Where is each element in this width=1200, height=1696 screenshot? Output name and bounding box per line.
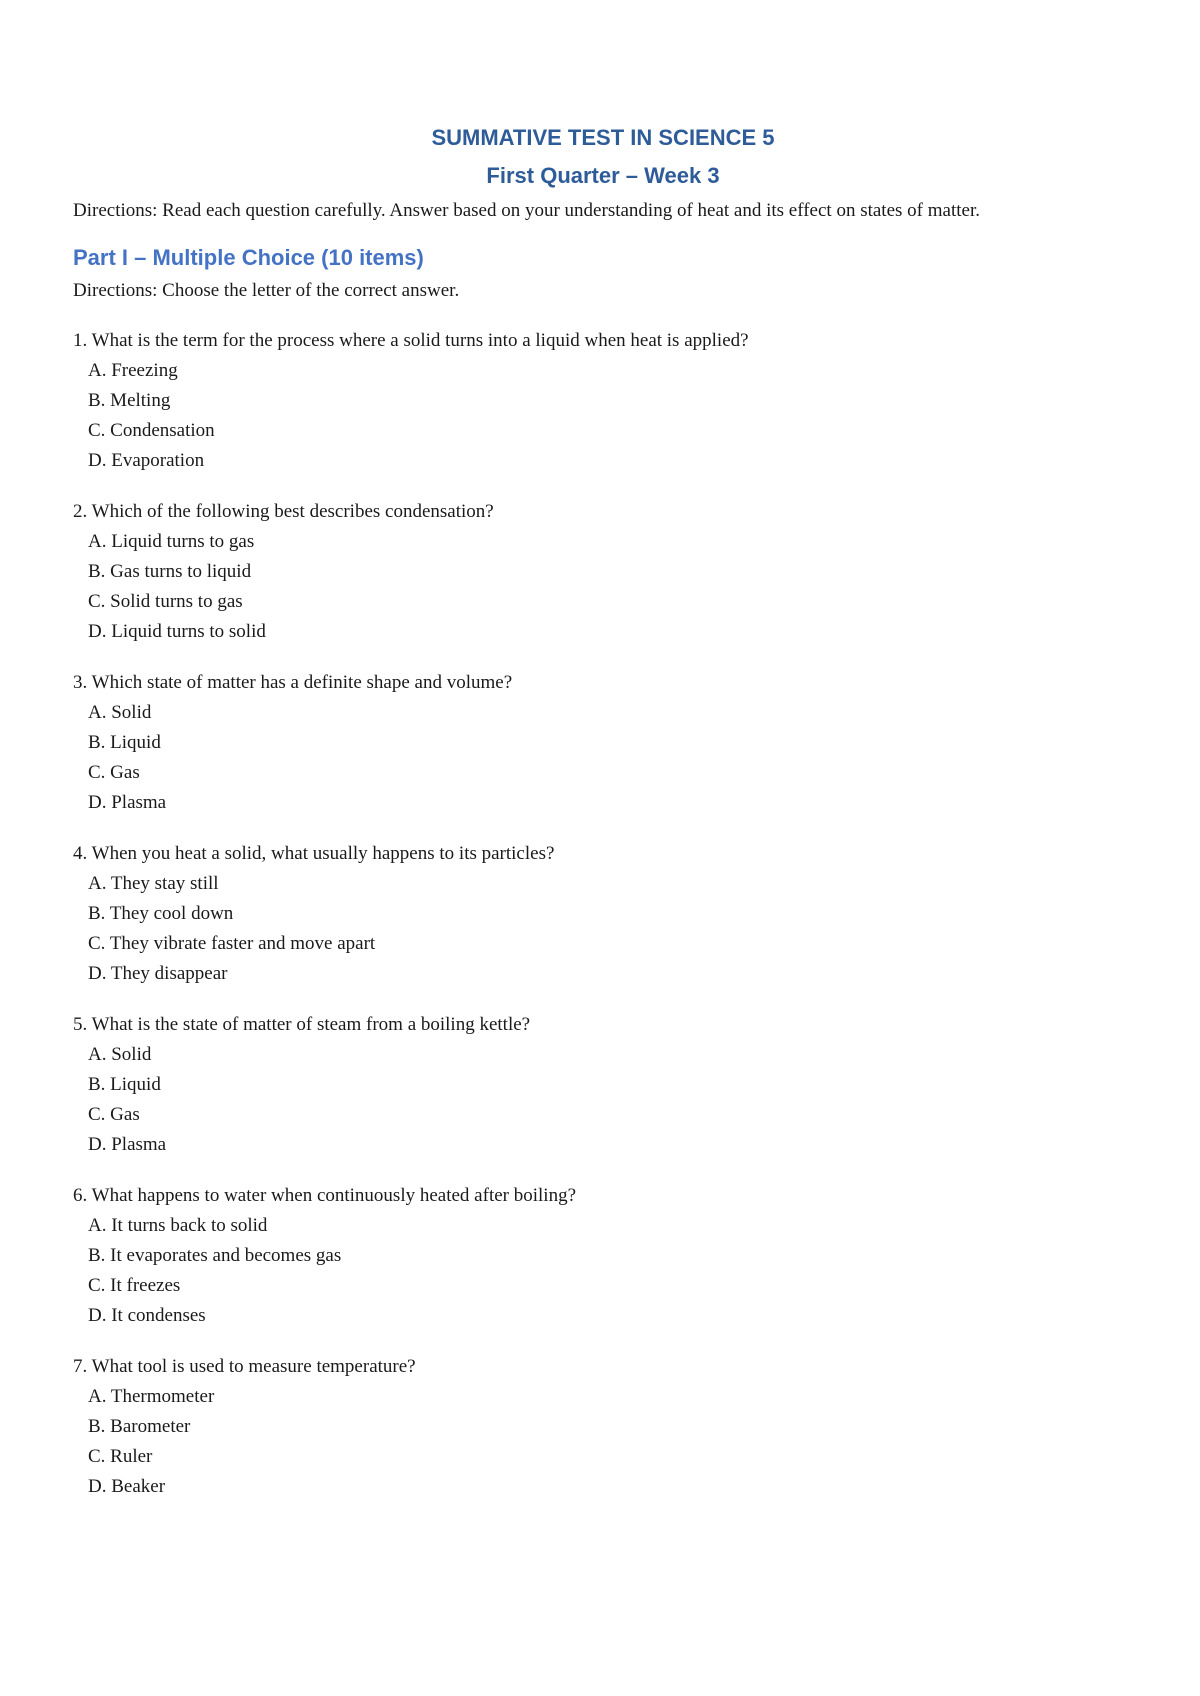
choice-list [73,1040,1133,1160]
choice-d: D. Plasma [88,792,167,813]
choice-list [73,1211,1133,1331]
choice-b: B. Liquid [88,732,161,753]
choice-d: D. They disappear [88,963,228,984]
question-4 [73,839,1133,989]
question-list [73,326,1133,1502]
choice-list [73,1382,1133,1502]
choice-a: A. They stay still [88,873,219,894]
question-3 [73,668,1133,818]
choice-b: B. Liquid [88,1074,161,1095]
choice-b: B. They cool down [88,903,234,924]
choice-b: B. It evaporates and becomes gas [88,1245,342,1266]
question-text: 6. What happens to water when continuously heated after boiling? [73,1185,576,1206]
choice-c: C. They vibrate faster and move apart [88,933,376,954]
choice-d: D. Evaporation [88,450,205,471]
question-7 [73,1352,1133,1502]
document-title: SUMMATIVE TEST IN SCIENCE 5 [431,125,775,150]
choice-a: A. Freezing [88,360,178,381]
document-subtitle: First Quarter – Week 3 [486,163,720,188]
choice-list [73,356,1133,476]
question-1 [73,326,1133,476]
question-text: 5. What is the state of matter of steam from a boiling kettle? [73,1014,531,1035]
choice-a: A. Liquid turns to gas [88,531,255,552]
choice-list [73,869,1133,989]
choice-a: A. Solid [88,1044,152,1065]
choice-list [73,527,1133,647]
choice-d: D. Beaker [88,1476,166,1497]
choice-d: D. Liquid turns to solid [88,621,266,642]
choice-c: C. Solid turns to gas [88,591,243,612]
document-page [73,122,1133,1523]
choice-a: A. Thermometer [88,1386,215,1407]
choice-b: B. Melting [88,390,171,411]
question-text: 1. What is the term for the process where a solid turns into a liquid when heat is applied? [73,330,749,351]
question-6 [73,1181,1133,1331]
part-1-directions: Directions: Choose the letter of the correct answer. [73,280,460,301]
choice-c: C. It freezes [88,1275,181,1296]
choice-a: A. Solid [88,702,152,723]
question-5 [73,1010,1133,1160]
question-text: 3. Which state of matter has a definite shape and volume? [73,672,513,693]
choice-b: B. Barometer [88,1416,191,1437]
choice-c: C. Condensation [88,420,215,441]
choice-d: D. Plasma [88,1134,167,1155]
choice-a: A. It turns back to solid [88,1215,268,1236]
choice-c: C. Ruler [88,1446,153,1467]
question-text: 2. Which of the following best describes condensation? [73,501,494,522]
choice-b: B. Gas turns to liquid [88,561,252,582]
question-text: 4. When you heat a solid, what usually happens to its particles? [73,843,555,864]
choice-c: C. Gas [88,1104,140,1125]
choice-list [73,698,1133,818]
choice-c: C. Gas [88,762,140,783]
part-1-heading: Part I – Multiple Choice (10 items) [73,245,424,270]
general-directions: Directions: Read each question carefully. Answer based on your understanding of heat and its effect on states of matter. [73,200,980,221]
question-2 [73,497,1133,647]
question-text: 7. What tool is used to measure temperature? [73,1356,416,1377]
choice-d: D. It condenses [88,1305,206,1326]
